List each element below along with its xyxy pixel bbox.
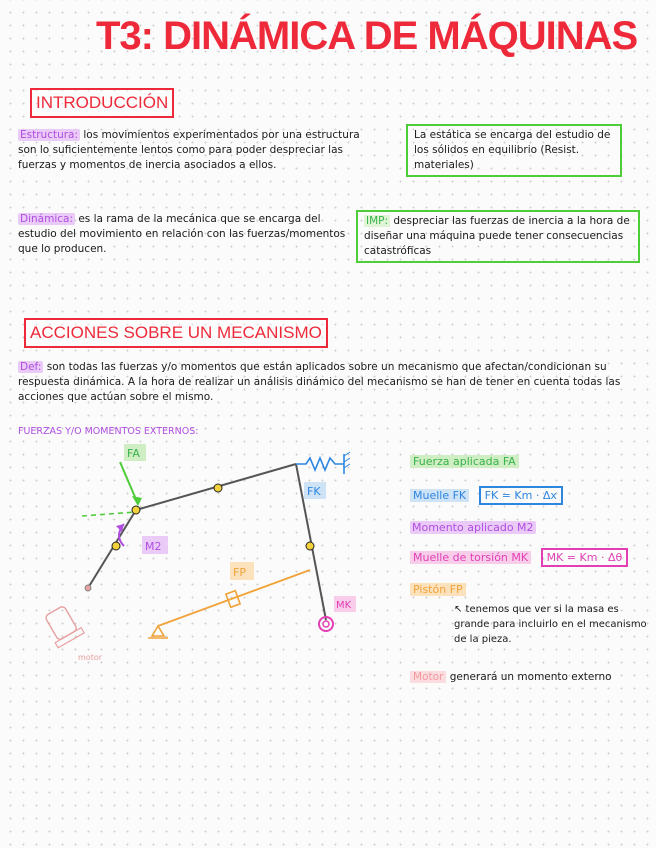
dinamica-term: Dinámica: [20,213,73,225]
label-fp-text: FP [233,566,246,579]
label-fa-text: FA [127,447,140,460]
label-fa [124,444,146,461]
dashed-line [82,512,136,516]
externos-label: FUERZAS Y/O MOMENTOS EXTERNOS: [18,426,199,437]
def-text: son todas las fuerzas y/o momentos que están aplicados sobre un mecanismo que afectan/condicionan su respuesta dinámica. A la hora de realizar un análisis dinámico del mecanismo se han de tener en cuenta todas las acciones que actúan sobre el mismo. [18,361,621,403]
estatica-box: La estática se encarga del estudio de los sólidos en equilibrio (Resist. materiales) [406,124,622,177]
legend-muelle-torsion [410,548,628,567]
spring [296,458,344,470]
muelle-formula: FK = Km · Δx [479,486,563,505]
legend-motor [410,670,630,685]
imp-text: despreciar las fuerzas de inercia a la hora de diseñar una máquina puede tener consecuencias catastróficas [364,215,630,257]
label-mk [334,596,356,612]
joint [132,506,140,514]
joint [306,542,314,550]
def-term: Def: [20,361,42,373]
label-fk-text: FK [307,485,321,498]
def-paragraph [18,360,650,405]
piston-note: ↖ tenemos que ver si la masa es grande para incluirlo en el mecanismo de la pieza. [454,604,647,645]
label-mk-text: MK [336,600,352,611]
estructura-text: los movimientos experimentados por una estructura son lo suficientemente lentos como para poder despreciar las fuerzas y momentos de inercia asociados a ellos. [18,129,360,171]
torsion-formula: MK = Km · Δθ [541,548,629,567]
imp-term: IMP: [366,215,389,227]
legend-muelle-text: Muelle FK [410,489,469,502]
joint [112,542,120,550]
joint [214,484,222,492]
motor-text: generará un momento externo [449,671,612,683]
motor-label: motor [78,653,103,662]
section-heading-acciones: ACCIONES SOBRE UN MECANISMO [24,318,328,348]
legend-fuerza-aplicada-text: Fuerza aplicada FA [410,455,519,468]
section-heading-introduccion: INTRODUCCIÓN [30,88,174,118]
legend-piston-text: Pistón FP [410,583,466,596]
label-fp [230,562,254,580]
label-m2 [142,536,168,554]
legend-piston [410,582,466,598]
legend-muelle [410,486,563,505]
estructura-term: Estructura: [20,129,79,141]
estructura-paragraph [18,128,378,173]
label-fk [304,482,326,499]
page-title: T3: DINÁMICA DE MÁQUINAS [96,14,638,58]
legend-muelle-torsion-text: Muelle de torsión MK [410,551,531,564]
legend-momento-aplicado-text: Momento aplicado M2 [412,521,534,534]
dinamica-paragraph [18,212,348,257]
mechanism-diagram [20,440,420,680]
legend-momento-aplicado [410,520,536,536]
link-crank [88,510,136,588]
joint [85,585,91,591]
piston-support [152,626,164,636]
motor-icon [41,603,84,647]
imp-box [356,210,640,263]
legend-fuerza-aplicada [410,454,519,470]
motor-term: Motor [410,671,446,683]
label-m2-text: M2 [145,540,162,553]
dinamica-text: es la rama de la mecánica que se encarga del estudio del movimiento en relación con las fuerzas/momentos que lo producen. [18,213,346,255]
